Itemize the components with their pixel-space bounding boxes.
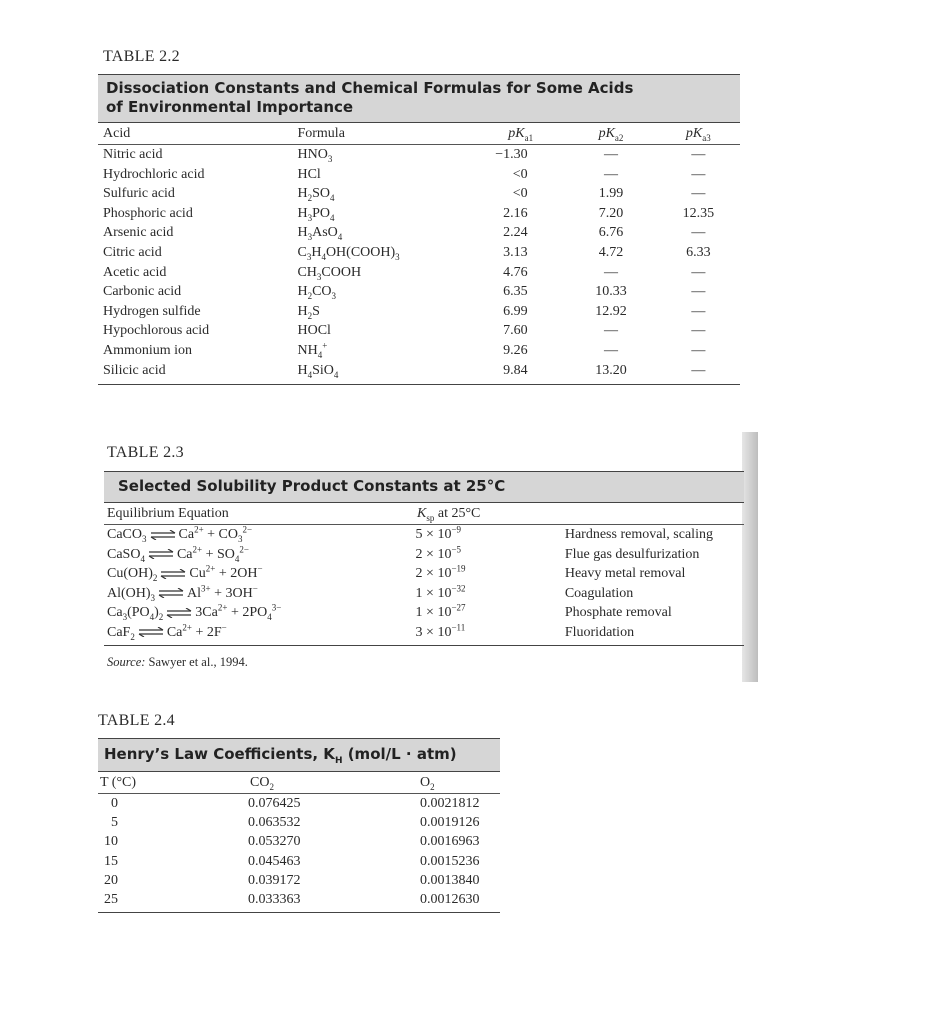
o2-value: 0.0012630 [420, 892, 480, 908]
table-row [104, 603, 744, 623]
acid-formula: $HNO_3$ [297, 147, 333, 164]
table-row [98, 361, 740, 381]
acid-name: Ammonium ion [103, 342, 193, 358]
pka2-value: 4.72 [598, 244, 624, 260]
pka3-value: — [691, 303, 706, 319]
table-row [98, 184, 740, 204]
table-row [98, 302, 740, 322]
o2-value: 0.0015236 [420, 853, 480, 869]
pka3-value: — [691, 264, 706, 280]
pka2-value: — [604, 323, 618, 339]
table-2-2-title-line1: Dissociation Constants and Chemical Formulas for Some Acids [106, 79, 634, 97]
table-row [104, 564, 744, 584]
acid-formula: $H_2CO_3$ [297, 284, 337, 301]
acid-name: Nitric acid [103, 147, 163, 162]
pka3-value: 12.35 [682, 205, 715, 221]
table-2-2 [98, 48, 740, 385]
application: Phosphate removal [564, 605, 672, 620]
acid-name: Citric acid [103, 244, 162, 260]
table-2-4 [98, 712, 500, 913]
equation-products: $Ca^{2+} + SO_4^{2-}$ [176, 543, 249, 564]
table-row [104, 525, 744, 545]
co2-value: 0.053270 [248, 834, 301, 850]
co2-value: 0.076425 [248, 796, 301, 811]
header-o2: $O_2$ [420, 775, 435, 792]
equation-reactant: $Ca_3(PO_4)_2$ [107, 605, 164, 622]
pka2-value: 13.20 [595, 362, 627, 378]
table-2-4-header [98, 772, 500, 794]
acid-formula: $CH_3COOH$ [297, 264, 362, 282]
pka1-value: 9.84 [503, 362, 528, 378]
ksp-value: $1 \times 10^{-27}$ [415, 602, 466, 620]
equilibrium-equation [104, 603, 416, 623]
acid-formula: HOCl [297, 323, 331, 339]
table-row [98, 223, 740, 243]
header-pka3: $pK_{a3}$ [685, 126, 711, 143]
pka2-value: 12.92 [595, 303, 627, 319]
temperature-value: 25 [104, 892, 118, 908]
table-2-3-label: TABLE 2.3 [107, 444, 184, 461]
o2-value: 0.0016963 [420, 834, 480, 850]
acid-name: Phosphoric acid [103, 205, 193, 221]
table-row [98, 165, 740, 185]
acid-name: Hydrochloric acid [103, 166, 205, 182]
table-2-3 [104, 444, 744, 670]
equation-products: $Ca^{2+} + CO_3^{2-}$ [178, 524, 253, 544]
co2-value: 0.045463 [248, 853, 301, 869]
equation-products: $3Ca^{2+} + 2PO_4^{3-}$ [195, 602, 282, 622]
acid-formula: $H_4SiO_4$ [297, 362, 339, 380]
table-row [98, 263, 740, 283]
equilibrium-arrows-icon [158, 588, 184, 598]
temperature-value: 5 [111, 815, 118, 831]
table-2-2-body [98, 145, 740, 385]
co2-value: 0.039172 [248, 872, 301, 888]
pka1-value: 4.76 [503, 264, 528, 280]
equilibrium-arrows-icon [160, 569, 186, 579]
header-pka2: $pK_{a2}$ [598, 126, 624, 143]
equation-reactant: CaF$_2$ [107, 624, 135, 642]
pka3-value: — [691, 362, 706, 378]
table-row [104, 623, 744, 643]
table-2-2-title-line2: of Environmental Importance [106, 98, 354, 116]
table-2-3-title: Selected Solubility Product Constants at 25°C [104, 471, 744, 503]
pka1-value: 2.24 [503, 225, 528, 241]
table-row [98, 852, 500, 871]
table-2-2-title [98, 74, 740, 123]
header-temperature: T (°C) [100, 775, 137, 790]
table-row [98, 813, 500, 832]
temperature-value: 0 [111, 796, 118, 811]
acid-name: Sulfuric acid [103, 186, 175, 202]
ksp-value: $3 \times 10^{-11}$ [415, 621, 466, 640]
table-row [98, 282, 740, 302]
application: Coagulation [564, 585, 634, 601]
equation-products: $Cu^{2+} + 2OH^-$ [189, 563, 263, 581]
equilibrium-arrows-icon [166, 608, 192, 618]
pka1-value: 9.26 [503, 342, 528, 358]
acid-name: Silicic acid [103, 362, 166, 378]
acid-name: Acetic acid [103, 264, 167, 280]
table-2-4-label: TABLE 2.4 [98, 712, 175, 729]
equation-reactant: CaSO$_4$ [107, 546, 145, 564]
acid-formula: HCl [297, 166, 321, 182]
equilibrium-arrows-icon [150, 530, 176, 540]
equilibrium-equation [104, 623, 416, 643]
co2-value: 0.063532 [248, 815, 301, 831]
o2-value: 0.0013840 [420, 872, 480, 888]
acid-name: Hydrogen sulfide [103, 303, 201, 319]
pka1-value: −1.30 [495, 147, 528, 162]
acid-name: Hypochlorous acid [103, 323, 210, 339]
pka3-value: — [691, 342, 706, 358]
table-2-3-source: Source: Sawyer et al., 1994. [107, 655, 248, 669]
pka1-value: 3.13 [503, 244, 528, 260]
table-2-3-page-shadow [742, 432, 758, 682]
application: Fluoridation [564, 624, 635, 640]
equation-reactant: $Cu(OH)_2$ [107, 566, 158, 583]
table-2-3-header [104, 503, 744, 525]
acid-formula: $NH_4^+$ [297, 340, 328, 360]
temperature-value: 15 [104, 853, 118, 869]
co2-value: 0.033363 [248, 892, 301, 908]
table-row [98, 832, 500, 851]
header-co2: $CO_2$ [250, 775, 274, 792]
equilibrium-equation [104, 525, 416, 545]
equation-products: $Al^{3+} + 3OH^-$ [187, 582, 258, 601]
pka3-value: — [691, 186, 706, 202]
pka3-value: — [691, 284, 706, 300]
table-2-3-body [104, 525, 744, 646]
pka1-value: 6.35 [503, 284, 528, 300]
table-row [98, 890, 500, 909]
table-2-4-title: Henry’s Law Coefficients, $K_H$ (mol/L · atm) [98, 738, 500, 772]
temperature-value: 10 [104, 834, 118, 850]
header-equation: Equilibrium Equation [107, 506, 229, 521]
pka2-value: 1.99 [598, 186, 624, 202]
acid-name: Arsenic acid [103, 225, 174, 241]
acid-name: Carbonic acid [103, 284, 182, 300]
o2-value: 0.0021812 [420, 796, 480, 811]
pka2-value: — [604, 147, 618, 162]
pka3-value: — [691, 166, 706, 182]
acid-formula: $C_3H_4OH(COOH)_3$ [297, 244, 400, 262]
table-row [98, 321, 740, 341]
equilibrium-equation [104, 584, 416, 604]
header-formula: Formula [297, 126, 345, 141]
acid-formula: $H_2S$ [297, 303, 320, 321]
equilibrium-equation [104, 564, 416, 584]
table-row [98, 341, 740, 361]
table-row [98, 871, 500, 890]
equilibrium-arrows-icon [148, 549, 174, 559]
pka2-value: — [604, 342, 618, 358]
o2-value: 0.0019126 [420, 815, 480, 831]
pka1-value: 6.99 [503, 303, 528, 319]
pka1-value: 2.16 [503, 205, 528, 221]
ksp-value: $5 \times 10^{-9}$ [415, 524, 462, 542]
application: Heavy metal removal [564, 566, 686, 581]
table-row [98, 794, 500, 813]
table-2-2-label: TABLE 2.2 [103, 48, 180, 65]
table-2-4-body [98, 794, 500, 913]
equilibrium-arrows-icon [138, 627, 164, 637]
pka2-value: 6.76 [598, 225, 624, 241]
header-ksp: $K_{sp}$ at 25°C [417, 506, 481, 523]
header-acid: Acid [103, 126, 131, 141]
acid-formula: $H_3PO_4$ [297, 205, 335, 223]
pka3-value: — [691, 147, 706, 162]
equilibrium-equation [104, 545, 416, 565]
ksp-value: $2 \times 10^{-5}$ [415, 543, 462, 562]
application: Flue gas desulfurization [564, 546, 700, 562]
pka3-value: — [691, 225, 706, 241]
equation-reactant: CaCO$_3$ [107, 527, 147, 544]
application: Hardness removal, scaling [564, 527, 713, 542]
pka1-value: 7.60 [503, 323, 528, 339]
table-row [98, 204, 740, 224]
pka2-value: 7.20 [598, 205, 624, 221]
table-row [98, 243, 740, 263]
equation-reactant: $Al(OH)_3$ [107, 585, 156, 603]
pka2-value: — [604, 166, 618, 182]
pka3-value: — [691, 323, 706, 339]
table-row [104, 584, 744, 604]
temperature-value: 20 [104, 872, 118, 888]
pka3-value: 6.33 [686, 244, 711, 260]
table-row [104, 545, 744, 565]
ksp-value: $2 \times 10^{-19}$ [415, 563, 466, 581]
equation-products: $Ca^{2+} + 2F^-$ [166, 621, 227, 640]
header-pka1: $pK_{a1}$ [508, 126, 534, 143]
table-2-2-header [98, 123, 740, 145]
acid-formula: $H_3AsO_4$ [297, 225, 343, 243]
acid-formula: $H_2SO_4$ [297, 186, 335, 203]
pka1-value: <0 [512, 186, 528, 202]
ksp-value: $1 \times 10^{-32}$ [415, 582, 466, 601]
pka1-value: <0 [512, 166, 528, 182]
pka2-value: — [604, 264, 618, 280]
pka2-value: 10.33 [595, 284, 627, 300]
table-row [98, 145, 740, 165]
